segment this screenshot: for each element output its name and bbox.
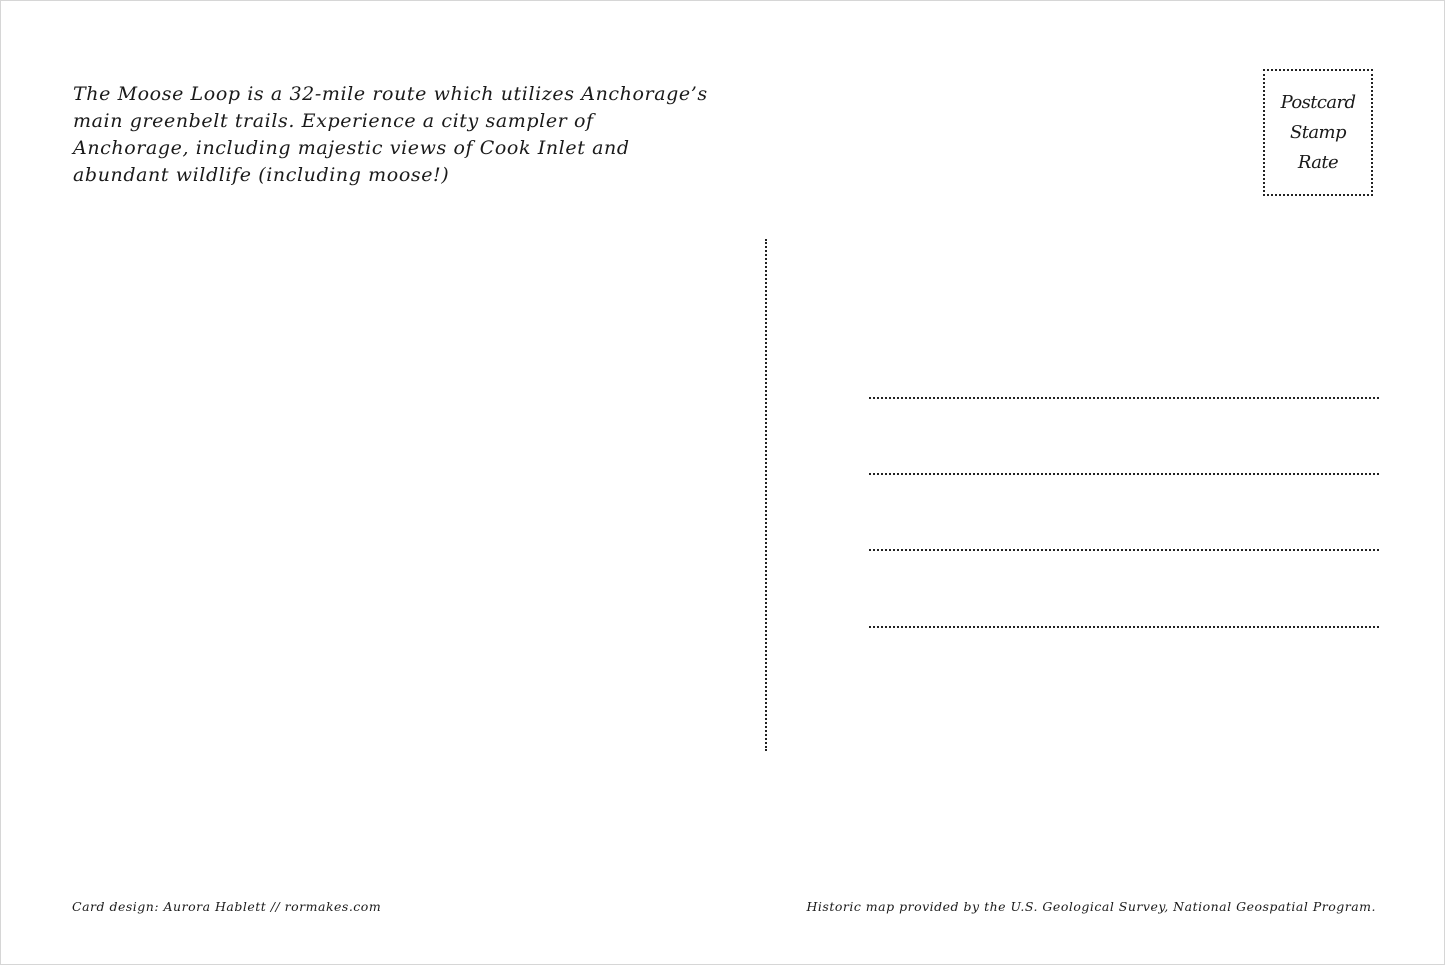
description-line: Anchorage, including majestic views of Cook Inlet and [73,137,630,159]
stamp-label-line: Postcard [1280,91,1356,113]
stamp-placeholder [1263,69,1373,196]
address-line-3 [869,549,1379,551]
design-credit: Card design: Aurora Hablett // rormakes.com [72,899,382,914]
route-description [73,81,713,189]
description-line: abundant wildlife (including moose!) [73,164,450,186]
address-line-2 [869,473,1379,475]
map-credit: Historic map provided by the U.S. Geological Survey, National Geospatial Program. [806,899,1376,914]
description-line: main greenbelt trails. Experience a city sampler of [73,110,594,132]
stamp-label-line: Rate [1297,151,1339,173]
stamp-label-line: Stamp [1290,121,1346,143]
address-line-4 [869,626,1379,628]
message-address-divider [765,239,767,751]
description-line: The Moose Loop is a 32-mile route which utilizes Anchorage’s [73,83,708,105]
address-line-1 [869,397,1379,399]
